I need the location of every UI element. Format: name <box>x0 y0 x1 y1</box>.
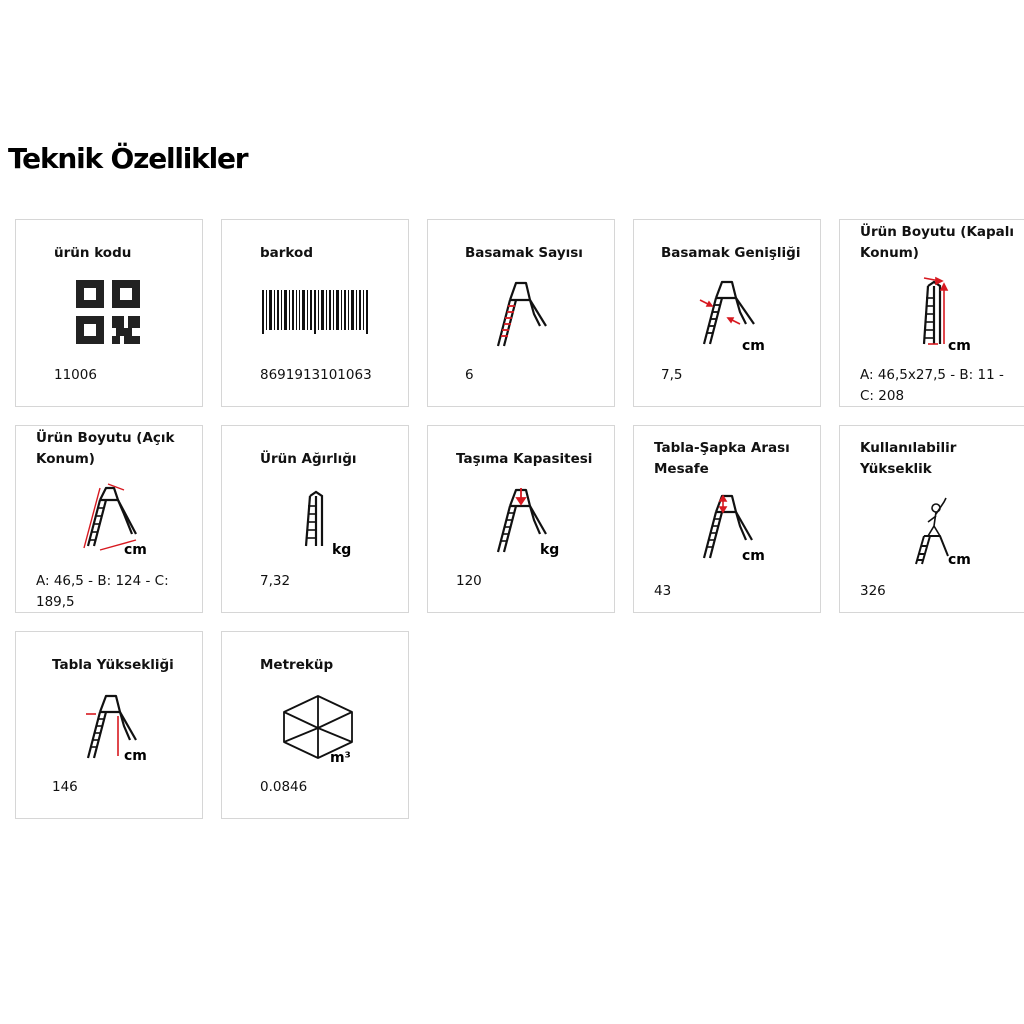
cube-volume-icon <box>280 692 360 766</box>
spec-card-weight <box>221 425 409 613</box>
spec-value: 11006 <box>54 367 97 383</box>
svg-text:cm: cm <box>124 542 147 558</box>
page-title: Teknik Özellikler <box>8 142 248 175</box>
barcode-icon <box>260 288 372 336</box>
ladder-steps-icon <box>492 280 552 350</box>
ladder-usable-height-icon <box>906 496 986 568</box>
spec-value: 146 <box>52 779 78 795</box>
spec-card-product-code <box>15 219 203 407</box>
ladder-closed-size-icon <box>918 278 988 354</box>
spec-card-open-size <box>15 425 203 613</box>
spec-label: Basamak Sayısı <box>465 245 583 261</box>
spec-label: Ürün Ağırlığı <box>260 451 357 467</box>
spec-card-capacity <box>427 425 615 613</box>
spec-label: Ürün Boyutu (Kapalı Konum) <box>860 224 1015 261</box>
spec-label: Tabla-Şapka Arası Mesafe <box>654 440 790 477</box>
ladder-step-width-icon <box>698 278 768 354</box>
ladder-open-size-icon <box>80 484 160 556</box>
spec-label: Taşıma Kapasitesi <box>456 451 593 467</box>
svg-text:kg: kg <box>540 542 560 558</box>
spec-value: 7,5 <box>661 367 683 383</box>
spec-label: barkod <box>260 245 313 261</box>
ladder-capacity-icon <box>492 486 572 558</box>
svg-text:cm: cm <box>742 548 765 564</box>
ladder-platform-height-icon <box>82 692 162 764</box>
spec-label: Ürün Boyutu (Açık Konum) <box>36 430 175 467</box>
svg-text:kg: kg <box>332 542 352 558</box>
spec-value: 6 <box>465 367 474 383</box>
svg-text:cm: cm <box>124 748 147 764</box>
spec-value: 8691913101063 <box>260 367 372 383</box>
volume-unit: m³ <box>330 750 351 766</box>
spec-card-platform-top-distance <box>633 425 821 613</box>
ladder-platform-top-distance-icon <box>698 492 778 564</box>
spec-card-closed-size <box>839 219 1024 407</box>
ladder-weight-icon <box>302 488 362 558</box>
spec-card-platform-height <box>15 631 203 819</box>
spec-card-step-count <box>427 219 615 407</box>
spec-value: 0.0846 <box>260 779 308 795</box>
spec-label: ürün kodu <box>54 245 132 261</box>
spec-value: 120 <box>456 573 482 589</box>
spec-value: 43 <box>654 583 672 599</box>
spec-card-usable-height <box>839 425 1024 613</box>
spec-card-volume <box>221 631 409 819</box>
spec-label: Basamak Genişliği <box>661 245 801 261</box>
svg-text:cm: cm <box>742 338 765 354</box>
spec-value: A: 46,5 - B: 124 - C: 189,5 <box>36 573 169 610</box>
svg-text:cm: cm <box>948 552 971 568</box>
spec-value: 7,32 <box>260 573 291 589</box>
spec-card-barcode <box>221 219 409 407</box>
spec-label: Metreküp <box>260 657 334 673</box>
spec-card-step-width <box>633 219 821 407</box>
spec-label: Tabla Yüksekliği <box>52 657 174 673</box>
svg-text:cm: cm <box>948 338 971 354</box>
spec-value: 326 <box>860 583 886 599</box>
qr-code-icon <box>72 278 152 350</box>
spec-label: Kullanılabilir Yükseklik <box>860 440 957 477</box>
spec-value: A: 46,5x27,5 - B: 11 - C: 208 <box>860 367 1004 404</box>
